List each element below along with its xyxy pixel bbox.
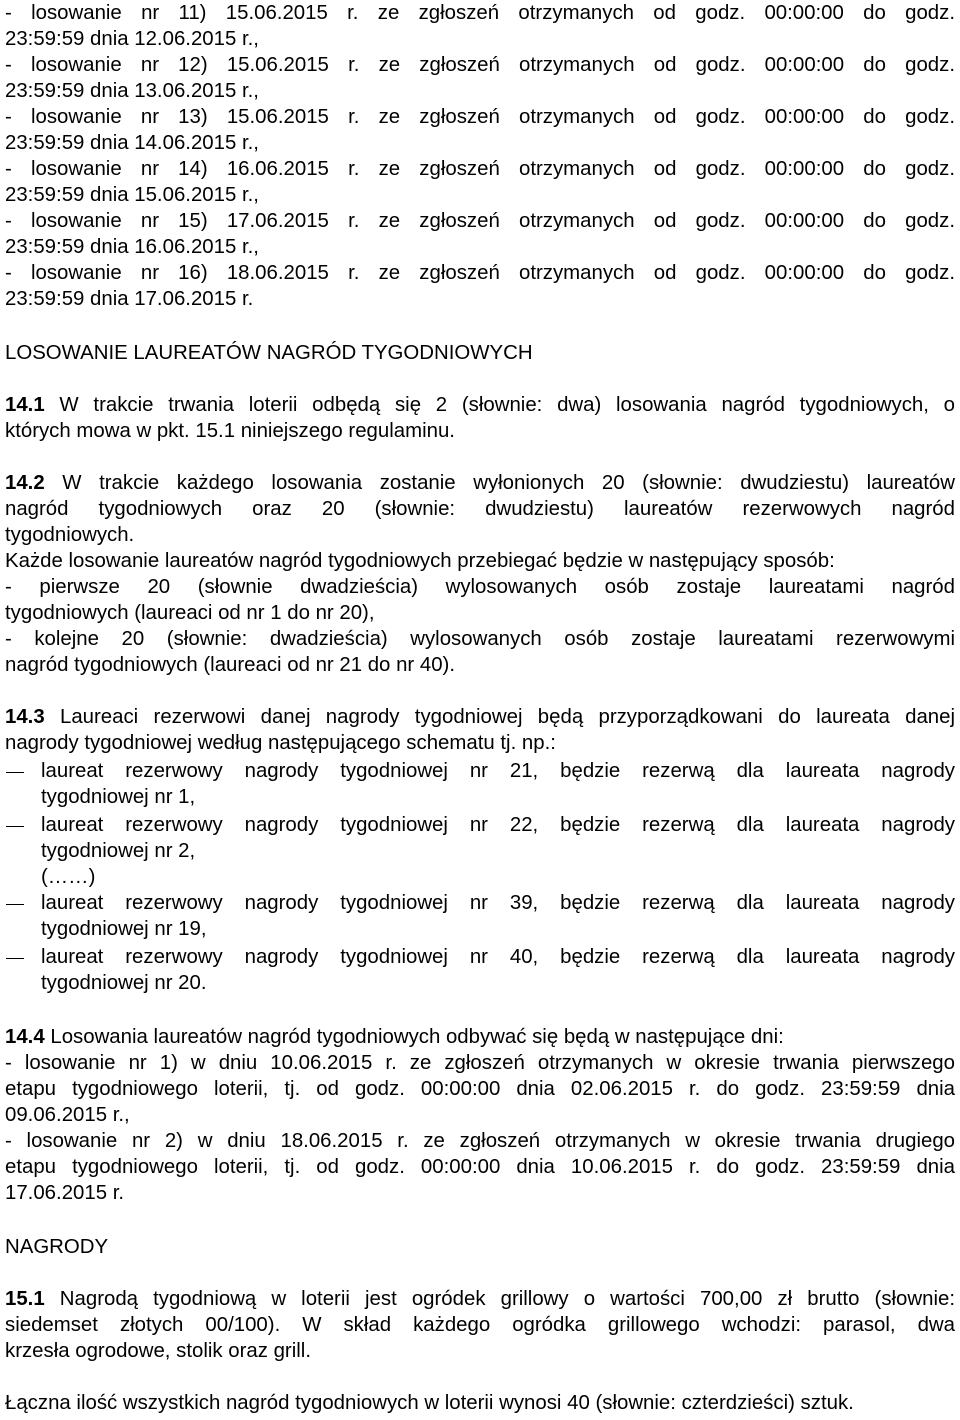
dash-bullet (6, 958, 24, 959)
paragraph-14-2-line-3: tygodniowych. (5, 524, 135, 546)
total-prizes-statement: Łączna ilość wszystkich nagród tygodniowych w loterii wynosi 40 (słownie: czterdzieści) sztuk. (5, 1392, 854, 1414)
paragraph-14-3-line-1 (5, 704, 955, 730)
list-item-2-line-1: laureat rezerwowy nagrody tygodniowej nr 22, będzie rezerwą dla laureata nagrody (41, 814, 955, 836)
draw-16-line-2: 23:59:59 dnia 17.06.2015 r. (5, 288, 254, 310)
paragraph-14-2-line-6: tygodniowych (laureaci od nr 1 do nr 20), (5, 602, 375, 624)
paragraph-number: 14.2 (5, 472, 45, 494)
paragraph-text: W trakcie każdego losowania zostanie wyłonionych 20 (słownie: dwudziestu) laureatów (44, 472, 955, 494)
paragraph-15-1-line-3: krzesła ogrodowe, stolik oraz grill. (5, 1340, 311, 1362)
draw-12-line-2: 23:59:59 dnia 13.06.2015 r., (5, 80, 259, 102)
list-item-3-line-1: laureat rezerwowy nagrody tygodniowej nr 39, będzie rezerwą dla laureata nagrody (41, 892, 955, 914)
list-item-1-line-1: laureat rezerwowy nagrody tygodniowej nr 21, będzie rezerwą dla laureata nagrody (41, 760, 955, 782)
paragraph-number: 14.3 (5, 706, 45, 728)
draw-11-line-1: - losowanie nr 11) 15.06.2015 r. ze zgłoszeń otrzymanych od godz. 00:00:00 do godz. (5, 2, 955, 24)
paragraph-14-2-line-4: Każde losowanie laureatów nagród tygodniowych przebiegać będzie w następujący sposób: (5, 550, 835, 572)
paragraph-14-2-line-8: nagród tygodniowych (laureaci od nr 21 do nr 40). (5, 654, 455, 676)
paragraph-15-1-line-1 (5, 1286, 955, 1312)
paragraph-14-4-line-1 (5, 1024, 955, 1050)
paragraph-14-1-line-1 (5, 392, 955, 418)
list-item-4-line-2: tygodniowej nr 20. (41, 972, 207, 994)
list-item-3-line-2: tygodniowej nr 19, (41, 918, 207, 940)
paragraph-14-4-line-7: 17.06.2015 r. (5, 1182, 125, 1204)
paragraph-text: Laureaci rezerwowi danej nagrody tygodniowej będą przyporządkowani do laureata danej (44, 706, 955, 728)
paragraph-14-2-line-7: - kolejne 20 (słownie: dwadzieścia) wylosowanych osób zostaje laureatami rezerwowymi (5, 628, 955, 650)
draw-11-line-2: 23:59:59 dnia 12.06.2015 r., (5, 28, 259, 50)
section-heading-prizes: NAGRODY (5, 1236, 109, 1258)
paragraph-14-2-line-1 (5, 470, 955, 496)
draw-14-line-2: 23:59:59 dnia 15.06.2015 r., (5, 184, 259, 206)
draw-13-line-2: 23:59:59 dnia 14.06.2015 r., (5, 132, 259, 154)
dash-bullet (6, 826, 24, 827)
paragraph-text: Nagrodą tygodniową w loterii jest ogródek grillowy o wartości 700,00 zł brutto (słownie: (44, 1288, 955, 1310)
list-item-4-line-1: laureat rezerwowy nagrody tygodniowej nr 40, będzie rezerwą dla laureata nagrody (41, 946, 955, 968)
paragraph-14-4-line-2: - losowanie nr 1) w dniu 10.06.2015 r. ze zgłoszeń otrzymanych w okresie trwania pierwszego (5, 1052, 955, 1074)
paragraph-14-2-line-2: nagród tygodniowych oraz 20 (słownie: dwudziestu) laureatów rezerwowych nagród (5, 498, 955, 520)
draw-15-line-2: 23:59:59 dnia 16.06.2015 r., (5, 236, 259, 258)
draw-16-line-1: - losowanie nr 16) 18.06.2015 r. ze zgłoszeń otrzymanych od godz. 00:00:00 do godz. (5, 262, 955, 284)
dash-bullet (6, 772, 24, 773)
paragraph-14-4-line-6: etapu tygodniowego loterii, tj. od godz. 00:00:00 dnia 10.06.2015 r. do godz. 23:59:59 dnia (5, 1156, 955, 1178)
paragraph-text: Losowania laureatów nagród tygodniowych odbywać się będą w następujące dni: (44, 1026, 784, 1048)
paragraph-14-4-line-3: etapu tygodniowego loterii, tj. od godz. 00:00:00 dnia 02.06.2015 r. do godz. 23:59:59 dnia (5, 1078, 955, 1100)
paragraph-number: 14.1 (5, 394, 45, 416)
paragraph-14-3-line-2: nagrody tygodniowej według następującego schematu tj. np.: (5, 732, 556, 754)
section-heading-weekly-draws: LOSOWANIE LAUREATÓW NAGRÓD TYGODNIOWYCH (5, 342, 533, 364)
paragraph-14-2-line-5: - pierwsze 20 (słownie dwadzieścia) wylosowanych osób zostaje laureatami nagród (5, 576, 955, 598)
paragraph-text: W trakcie trwania loterii odbędą się 2 (słownie: dwa) losowania nagród tygodniowych, o (44, 394, 955, 416)
draw-15-line-1: - losowanie nr 15) 17.06.2015 r. ze zgłoszeń otrzymanych od godz. 00:00:00 do godz. (5, 210, 955, 232)
paragraph-14-4-line-5: - losowanie nr 2) w dniu 18.06.2015 r. ze zgłoszeń otrzymanych w okresie trwania drugiego (5, 1130, 955, 1152)
dash-bullet (6, 904, 24, 905)
paragraph-number: 15.1 (5, 1288, 45, 1310)
draw-12-line-1: - losowanie nr 12) 15.06.2015 r. ze zgłoszeń otrzymanych od godz. 00:00:00 do godz. (5, 54, 955, 76)
list-item-1-line-2: tygodniowej nr 1, (41, 786, 196, 808)
paragraph-number: 14.4 (5, 1026, 45, 1048)
paragraph-14-1-line-2: których mowa w pkt. 15.1 niniejszego regulaminu. (5, 420, 455, 442)
draw-13-line-1: - losowanie nr 13) 15.06.2015 r. ze zgłoszeń otrzymanych od godz. 00:00:00 do godz. (5, 106, 955, 128)
draw-14-line-1: - losowanie nr 14) 16.06.2015 r. ze zgłoszeń otrzymanych od godz. 00:00:00 do godz. (5, 158, 955, 180)
paragraph-15-1-line-2: siedemset złotych 00/100). W skład każdego ogródka grillowego wchodzi: parasol, dwa (5, 1314, 955, 1336)
paragraph-14-4-line-4: 09.06.2015 r., (5, 1104, 130, 1126)
list-ellipsis: (……) (41, 866, 96, 888)
list-item-2-line-2: tygodniowej nr 2, (41, 840, 196, 862)
